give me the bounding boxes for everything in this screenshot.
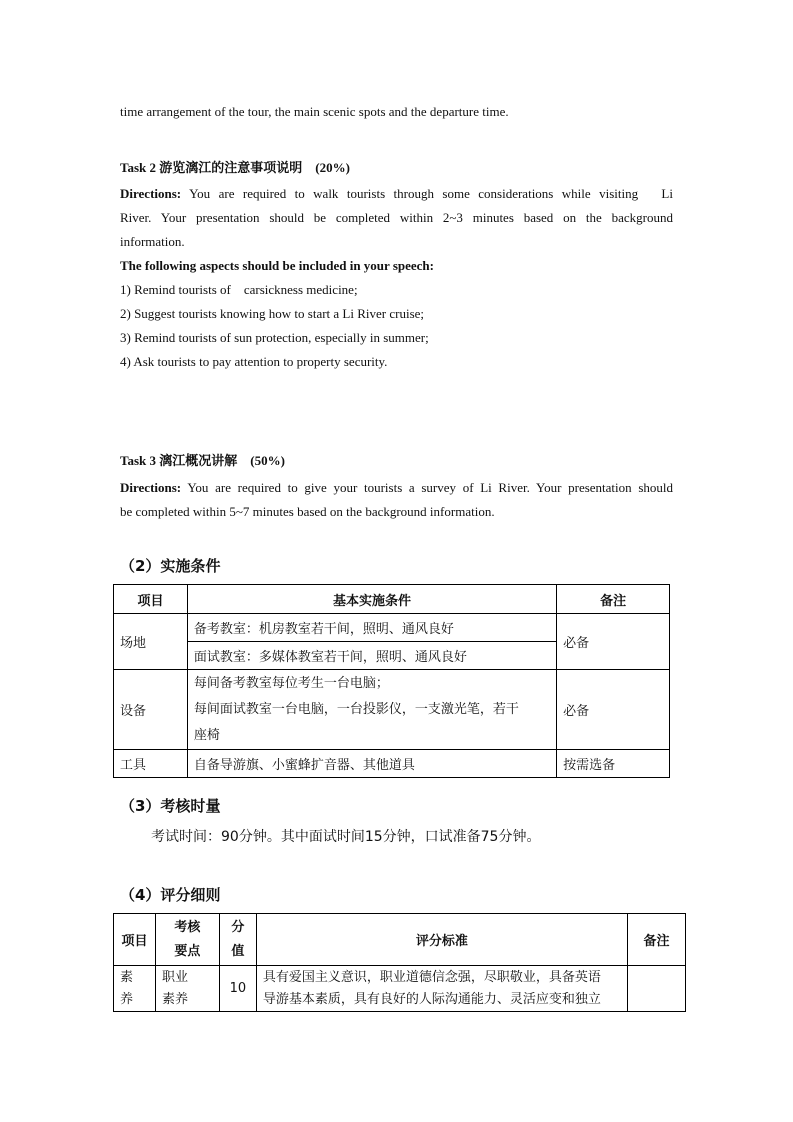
scoring-row-item-2: 养: [120, 991, 134, 1007]
scoring-header-point-2: 要点: [174, 943, 201, 959]
exam-time-text: 考试时间：90分钟。其中面试时间15分钟，口试准备75分钟。: [151, 829, 541, 845]
scoring-row-criteria-2: 导游基本素质，具有良好的人际沟通能力、灵活应变和独立: [262, 991, 601, 1007]
scoring-row-point-2: 素养: [161, 991, 188, 1007]
task2-aspects-heading: The following aspects should be included in your speech:: [120, 258, 434, 273]
task3-title: Task 3 漓江概况讲解 (50%): [120, 453, 285, 468]
tool-desc: 自备导游旗、小蜜蜂扩音器、其他道具: [187, 750, 556, 778]
intro-line: time arrangement of the tour, the main scenic spots and the departure time.: [120, 104, 509, 119]
scoring-row-score: 10: [219, 966, 256, 1012]
scoring-header-score: [219, 914, 256, 966]
venue-label: 场地: [114, 614, 188, 670]
task2-item-1: 1) Remind tourists of carsickness medicine;: [120, 282, 358, 297]
scoring-header-note: 备注: [628, 914, 686, 966]
equipment-label: 设备: [114, 670, 188, 750]
venue-note: 必备: [557, 614, 670, 670]
task2-title: Task 2 游览漓江的注意事项说明 (20%): [120, 160, 350, 175]
scoring-table: [113, 913, 686, 1012]
task2-item-3: 3) Remind tourists of sun protection, especially in summer;: [120, 330, 429, 345]
task3-directions-line1: [120, 476, 673, 500]
scoring-row-criteria: [256, 966, 627, 1012]
scoring-header-score-1: 分: [231, 919, 245, 935]
scoring-row-item: [114, 966, 156, 1012]
scoring-header-score-2: 值: [231, 943, 245, 959]
task3-directions-label: Directions:: [120, 480, 182, 495]
conditions-table: [113, 584, 670, 778]
task2-item-2: 2) Suggest tourists knowing how to start a Li River cruise;: [120, 306, 425, 321]
venue-exam-room: 面试教室：多媒体教室若干间，照明、通风良好: [187, 642, 556, 670]
scoring-row-criteria-1: 具有爱国主义意识，职业道德信念强，尽职敬业，具备英语: [262, 969, 601, 985]
task2-directions-label: Directions:: [120, 186, 182, 201]
scoring-header-item: 项目: [114, 914, 156, 966]
section3-heading: （3）考核时量: [120, 797, 221, 815]
task2-item-4: 4) Ask tourists to pay attention to property security.: [120, 354, 388, 369]
equipment-line-1: 每间备考教室每位考生一台电脑；: [193, 675, 389, 691]
equipment-note: 必备: [557, 670, 670, 750]
conditions-header-item: 项目: [114, 585, 188, 614]
scoring-row-item-1: 素: [120, 969, 134, 985]
scoring-header-criteria: 评分标准: [256, 914, 627, 966]
task2-directions-text1: You are required to walk tourists through some considerations while visiting Li: [189, 186, 673, 201]
equipment-line-3: 座椅: [193, 727, 220, 743]
task3-directions-text1: You are required to give your tourists a survey of Li River. Your presentation should: [187, 480, 673, 495]
equipment-desc: [187, 670, 556, 750]
section4-heading: （4）评分细则: [120, 886, 221, 904]
task2-directions-line3: information.: [120, 234, 185, 249]
equipment-line-2: 每间面试教室一台电脑，一台投影仪，一支激光笔，若干: [193, 701, 519, 717]
scoring-header-point: [155, 914, 219, 966]
scoring-header-point-1: 考核: [174, 919, 201, 935]
conditions-header-note: 备注: [557, 585, 670, 614]
tool-label: 工具: [114, 750, 188, 778]
venue-prep-room: 备考教室：机房教室若干间，照明、通风良好: [187, 614, 556, 642]
conditions-header-basic: 基本实施条件: [187, 585, 556, 614]
scoring-row-point: [155, 966, 219, 1012]
task2-directions-line1: [120, 182, 673, 206]
scoring-row-point-1: 职业: [161, 969, 188, 985]
scoring-row-note: [628, 966, 686, 1012]
task3-directions-line2: be completed within 5~7 minutes based on the background information.: [120, 504, 495, 519]
section2-heading: （2）实施条件: [120, 557, 221, 575]
tool-note: 按需选备: [557, 750, 670, 778]
task2-directions-line2: River. Your presentation should be completed within 2~3 minutes based on the background: [120, 210, 673, 225]
